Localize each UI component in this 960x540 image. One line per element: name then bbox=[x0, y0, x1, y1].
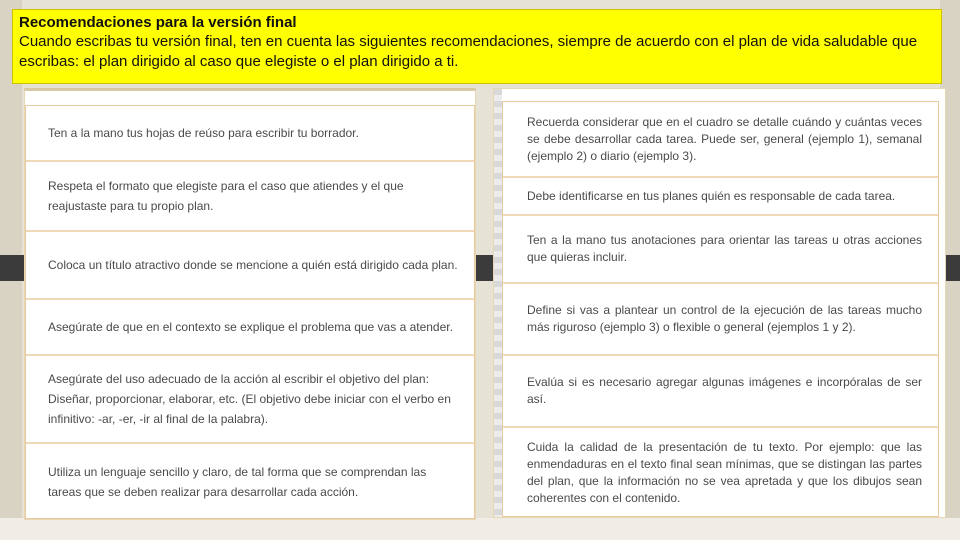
list-item-text: Asegúrate del uso adecuado de la acción al escribir el objetivo del plan: Diseñar, proporcionar, elaborar, etc. (El objetivo debe iniciar con el verbo en infinitivo: -ar, -er, -ir al final de la palabra). bbox=[48, 372, 451, 426]
list-item bbox=[503, 356, 938, 428]
right-recommendations-list bbox=[502, 101, 939, 517]
header-box bbox=[12, 9, 942, 84]
list-item bbox=[26, 300, 474, 356]
list-item bbox=[503, 102, 938, 178]
list-item bbox=[503, 428, 938, 518]
header-text: Cuando escribas tu versión final, ten en cuenta las siguientes recomendaciones, siempre de acuerdo con el plan de vida saludable que escribas: el plan dirigido al caso que elegiste o el plan dirigido a ti. bbox=[19, 33, 918, 70]
list-item-text: Evalúa si es necesario agregar algunas imágenes e incorpóralas de ser así. bbox=[527, 375, 922, 406]
list-item-text: Recuerda considerar que en el cuadro se detalle cuándo y cuántas veces se debe desarrollar cada tarea. Puede ser, general (ejemplo 1), semanal (ejemplo 2) o diario (ejemplo 3). bbox=[527, 114, 922, 163]
list-item-text: Ten a la mano tus anotaciones para orientar las tareas u otras acciones que quieras incluir. bbox=[527, 233, 922, 264]
list-item bbox=[26, 444, 474, 520]
list-item bbox=[503, 216, 938, 284]
left-recommendations-list bbox=[25, 105, 475, 519]
list-item-text: Coloca un título atractivo donde se mencione a quién está dirigido cada plan. bbox=[48, 258, 458, 272]
left-recommendations-panel bbox=[24, 88, 476, 520]
list-item bbox=[503, 178, 938, 216]
background-bottom-strip bbox=[0, 518, 960, 540]
list-item-text: Cuida la calidad de la presentación de tu texto. Por ejemplo: que las enmendaduras en el texto final sean mínimas, que se distingan las partes del plan, que la información no se vea apretada y que los dibujos sean coherentes con el contenido. bbox=[527, 440, 922, 505]
list-item-text: Ten a la mano tus hojas de reúso para escribir tu borrador. bbox=[48, 126, 359, 140]
header-title: Recomendaciones para la versión final bbox=[19, 14, 297, 31]
list-item-text: Debe identificarse en tus planes quién es responsable de cada tarea. bbox=[527, 188, 896, 203]
list-item bbox=[26, 232, 474, 300]
list-item-text: Asegúrate de que en el contexto se explique el problema que vas a atender. bbox=[48, 320, 453, 334]
decorative-side-stripe bbox=[494, 89, 502, 517]
list-item-text: Utiliza un lenguaje sencillo y claro, de tal forma que se comprendan las tareas que se deben realizar para desarrollar cada acción. bbox=[48, 465, 427, 499]
list-item bbox=[26, 106, 474, 162]
list-item bbox=[503, 284, 938, 356]
list-item bbox=[26, 356, 474, 444]
right-recommendations-panel bbox=[493, 88, 946, 518]
list-item-text: Define si vas a plantear un control de la ejecución de las tareas mucho más riguroso (ejemplo 3) o flexible o general (ejemplos 1 y 2). bbox=[527, 303, 922, 334]
list-item-text: Respeta el formato que elegiste para el caso que atiendes y el que reajustaste para tu propio plan. bbox=[48, 179, 404, 213]
list-item bbox=[26, 162, 474, 232]
